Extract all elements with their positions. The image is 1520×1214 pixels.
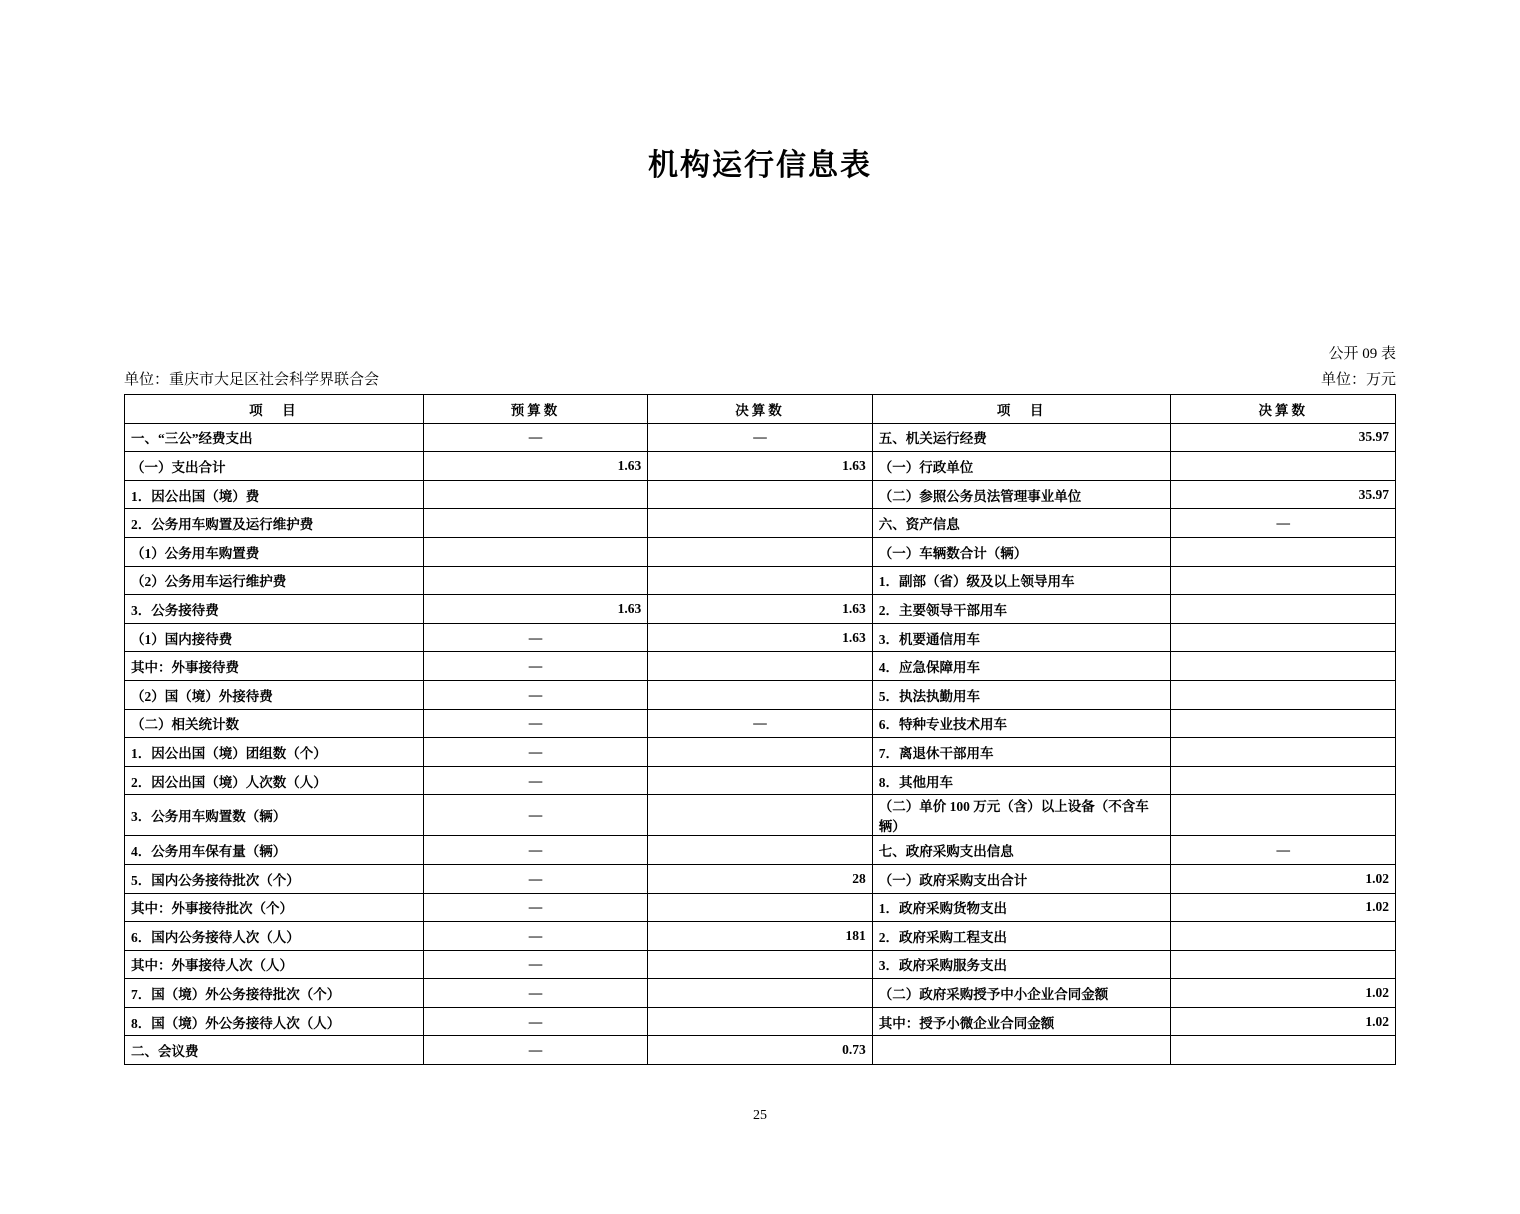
row-label-left: 3．公务用车购置数（辆） <box>125 795 424 836</box>
table-row <box>125 979 1396 1008</box>
row-final-value-right <box>1171 709 1396 738</box>
row-label-left: （1）国内接待费 <box>125 623 424 652</box>
row-final-value: 0.73 <box>648 1036 873 1065</box>
row-label-left: 2．因公出国（境）人次数（人） <box>125 766 424 795</box>
row-label-left: 其中：外事接待费 <box>125 652 424 681</box>
row-final-value: 1.63 <box>648 623 873 652</box>
row-final-value-right <box>1171 566 1396 595</box>
table-row <box>125 1036 1396 1065</box>
row-label-left: 5．国内公务接待批次（个） <box>125 864 424 893</box>
row-label-left: 其中：外事接待批次（个） <box>125 893 424 922</box>
row-budget-value: — <box>423 623 648 652</box>
unit-measure: 单位：万元 <box>1320 372 1396 388</box>
row-final-value <box>648 652 873 681</box>
row-label-right: 5．执法执勤用车 <box>872 680 1171 709</box>
table-row <box>125 893 1396 922</box>
row-budget-value: — <box>423 1036 648 1065</box>
row-label-right: 其中：授予小微企业合同金额 <box>872 1007 1171 1036</box>
row-label-right: 2．政府采购工程支出 <box>872 922 1171 951</box>
row-label-right: 3．政府采购服务支出 <box>872 950 1171 979</box>
form-number: 公开 09 表 <box>1328 346 1396 362</box>
row-final-value: 28 <box>648 864 873 893</box>
table-wrapper <box>124 394 1396 1065</box>
row-label-left: 二、会议费 <box>125 1036 424 1065</box>
row-label-right: （一）政府采购支出合计 <box>872 864 1171 893</box>
row-final-value-right <box>1171 766 1396 795</box>
row-label-left: （一）支出合计 <box>125 452 424 481</box>
row-final-value-right: — <box>1171 836 1396 865</box>
row-label-left: 1．因公出国（境）费 <box>125 480 424 509</box>
row-budget-value: — <box>423 709 648 738</box>
row-final-value <box>648 480 873 509</box>
row-budget-value <box>423 509 648 538</box>
page-number: 25 <box>753 1108 767 1123</box>
header-item-left: 项 目 <box>125 395 424 424</box>
row-final-value-right: — <box>1171 509 1396 538</box>
row-budget-value: — <box>423 680 648 709</box>
row-final-value <box>648 738 873 767</box>
row-final-value-right <box>1171 680 1396 709</box>
row-final-value-right: 1.02 <box>1171 1007 1396 1036</box>
row-budget-value: — <box>423 1007 648 1036</box>
row-label-left: （2）公务用车运行维护费 <box>125 566 424 595</box>
row-final-value: — <box>648 709 873 738</box>
row-label-right: （二）政府采购授予中小企业合同金额 <box>872 979 1171 1008</box>
document-page <box>0 140 1520 1214</box>
row-budget-value: — <box>423 893 648 922</box>
row-final-value: 1.63 <box>648 452 873 481</box>
row-final-value <box>648 1007 873 1036</box>
row-label-right <box>872 1036 1171 1065</box>
row-budget-value: — <box>423 950 648 979</box>
row-label-right: 五、机关运行经费 <box>872 423 1171 452</box>
table-row <box>125 595 1396 624</box>
row-final-value: 1.63 <box>648 595 873 624</box>
row-budget-value: — <box>423 979 648 1008</box>
table-header-row <box>125 395 1396 424</box>
row-final-value-right <box>1171 1036 1396 1065</box>
row-label-right: 7．离退休干部用车 <box>872 738 1171 767</box>
row-label-left: （二）相关统计数 <box>125 709 424 738</box>
row-final-value: 181 <box>648 922 873 951</box>
row-label-left: （2）国（境）外接待费 <box>125 680 424 709</box>
header-final: 决算数 <box>648 395 873 424</box>
row-final-value-right: 35.97 <box>1171 423 1396 452</box>
table-row <box>125 836 1396 865</box>
row-label-left: 3．公务接待费 <box>125 595 424 624</box>
row-final-value-right: 1.02 <box>1171 893 1396 922</box>
row-final-value-right <box>1171 623 1396 652</box>
row-label-left: 8．国（境）外公务接待人次（人） <box>125 1007 424 1036</box>
row-label-right: （一）车辆数合计（辆） <box>872 537 1171 566</box>
table-row <box>125 566 1396 595</box>
table-row <box>125 423 1396 452</box>
row-label-left: 7．国（境）外公务接待批次（个） <box>125 979 424 1008</box>
row-label-left: 2．公务用车购置及运行维护费 <box>125 509 424 538</box>
row-budget-value: — <box>423 864 648 893</box>
table-row <box>125 509 1396 538</box>
unit-name: 单位：重庆市大足区社会科学界联合会 <box>124 372 380 388</box>
row-label-right: 8．其他用车 <box>872 766 1171 795</box>
row-label-right: 1．政府采购货物支出 <box>872 893 1171 922</box>
table-row <box>125 480 1396 509</box>
row-final-value-right <box>1171 922 1396 951</box>
row-final-value-right: 1.02 <box>1171 864 1396 893</box>
table-row <box>125 452 1396 481</box>
row-label-left: （1）公务用车购置费 <box>125 537 424 566</box>
row-budget-value: — <box>423 652 648 681</box>
table-row <box>125 680 1396 709</box>
table-row <box>125 864 1396 893</box>
row-budget-value <box>423 480 648 509</box>
table-body <box>125 423 1396 1064</box>
row-final-value-right <box>1171 452 1396 481</box>
row-final-value-right <box>1171 738 1396 767</box>
row-final-value-right <box>1171 595 1396 624</box>
row-final-value-right <box>1171 795 1396 836</box>
header-final-right: 决算数 <box>1171 395 1396 424</box>
row-final-value <box>648 979 873 1008</box>
budget-table <box>124 394 1396 1065</box>
table-row <box>125 738 1396 767</box>
header-budget: 预算数 <box>423 395 648 424</box>
row-final-value-right <box>1171 652 1396 681</box>
row-final-value <box>648 680 873 709</box>
row-budget-value: — <box>423 738 648 767</box>
table-row <box>125 795 1396 836</box>
table-row <box>125 709 1396 738</box>
row-final-value: — <box>648 423 873 452</box>
page-title: 机构运行信息表 <box>648 149 872 182</box>
row-label-right: 4．应急保障用车 <box>872 652 1171 681</box>
row-final-value <box>648 836 873 865</box>
header-item-right: 项 目 <box>872 395 1171 424</box>
table-row <box>125 950 1396 979</box>
row-final-value <box>648 537 873 566</box>
table-row <box>125 652 1396 681</box>
row-label-right: 六、资产信息 <box>872 509 1171 538</box>
row-label-right: 七、政府采购支出信息 <box>872 836 1171 865</box>
row-label-right: （二）单价 100 万元（含）以上设备（不含车辆） <box>872 795 1171 836</box>
row-budget-value: 1.63 <box>423 595 648 624</box>
row-final-value <box>648 795 873 836</box>
row-label-right: 3．机要通信用车 <box>872 623 1171 652</box>
table-row <box>125 623 1396 652</box>
row-final-value <box>648 950 873 979</box>
row-final-value-right <box>1171 537 1396 566</box>
table-row <box>125 1007 1396 1036</box>
row-final-value-right: 35.97 <box>1171 480 1396 509</box>
row-label-left: 其中：外事接待人次（人） <box>125 950 424 979</box>
row-label-right: （一）行政单位 <box>872 452 1171 481</box>
row-label-left: 4．公务用车保有量（辆） <box>125 836 424 865</box>
row-budget-value <box>423 537 648 566</box>
table-row <box>125 922 1396 951</box>
row-budget-value: — <box>423 922 648 951</box>
table-row <box>125 537 1396 566</box>
row-label-right: 2．主要领导干部用车 <box>872 595 1171 624</box>
row-budget-value: — <box>423 766 648 795</box>
row-label-right: 6．特种专业技术用车 <box>872 709 1171 738</box>
row-final-value-right <box>1171 950 1396 979</box>
row-label-left: 1．因公出国（境）团组数（个） <box>125 738 424 767</box>
meta-row <box>124 368 1396 389</box>
row-budget-value: — <box>423 836 648 865</box>
row-budget-value <box>423 566 648 595</box>
row-label-right: 1．副部（省）级及以上领导用车 <box>872 566 1171 595</box>
row-label-right: （二）参照公务员法管理事业单位 <box>872 480 1171 509</box>
row-budget-value: — <box>423 423 648 452</box>
row-budget-value: 1.63 <box>423 452 648 481</box>
row-label-left: 6．国内公务接待人次（人） <box>125 922 424 951</box>
row-label-left: 一、“三公”经费支出 <box>125 423 424 452</box>
row-final-value <box>648 566 873 595</box>
row-budget-value: — <box>423 795 648 836</box>
row-final-value-right: 1.02 <box>1171 979 1396 1008</box>
row-final-value <box>648 509 873 538</box>
row-final-value <box>648 893 873 922</box>
table-row <box>125 766 1396 795</box>
row-final-value <box>648 766 873 795</box>
